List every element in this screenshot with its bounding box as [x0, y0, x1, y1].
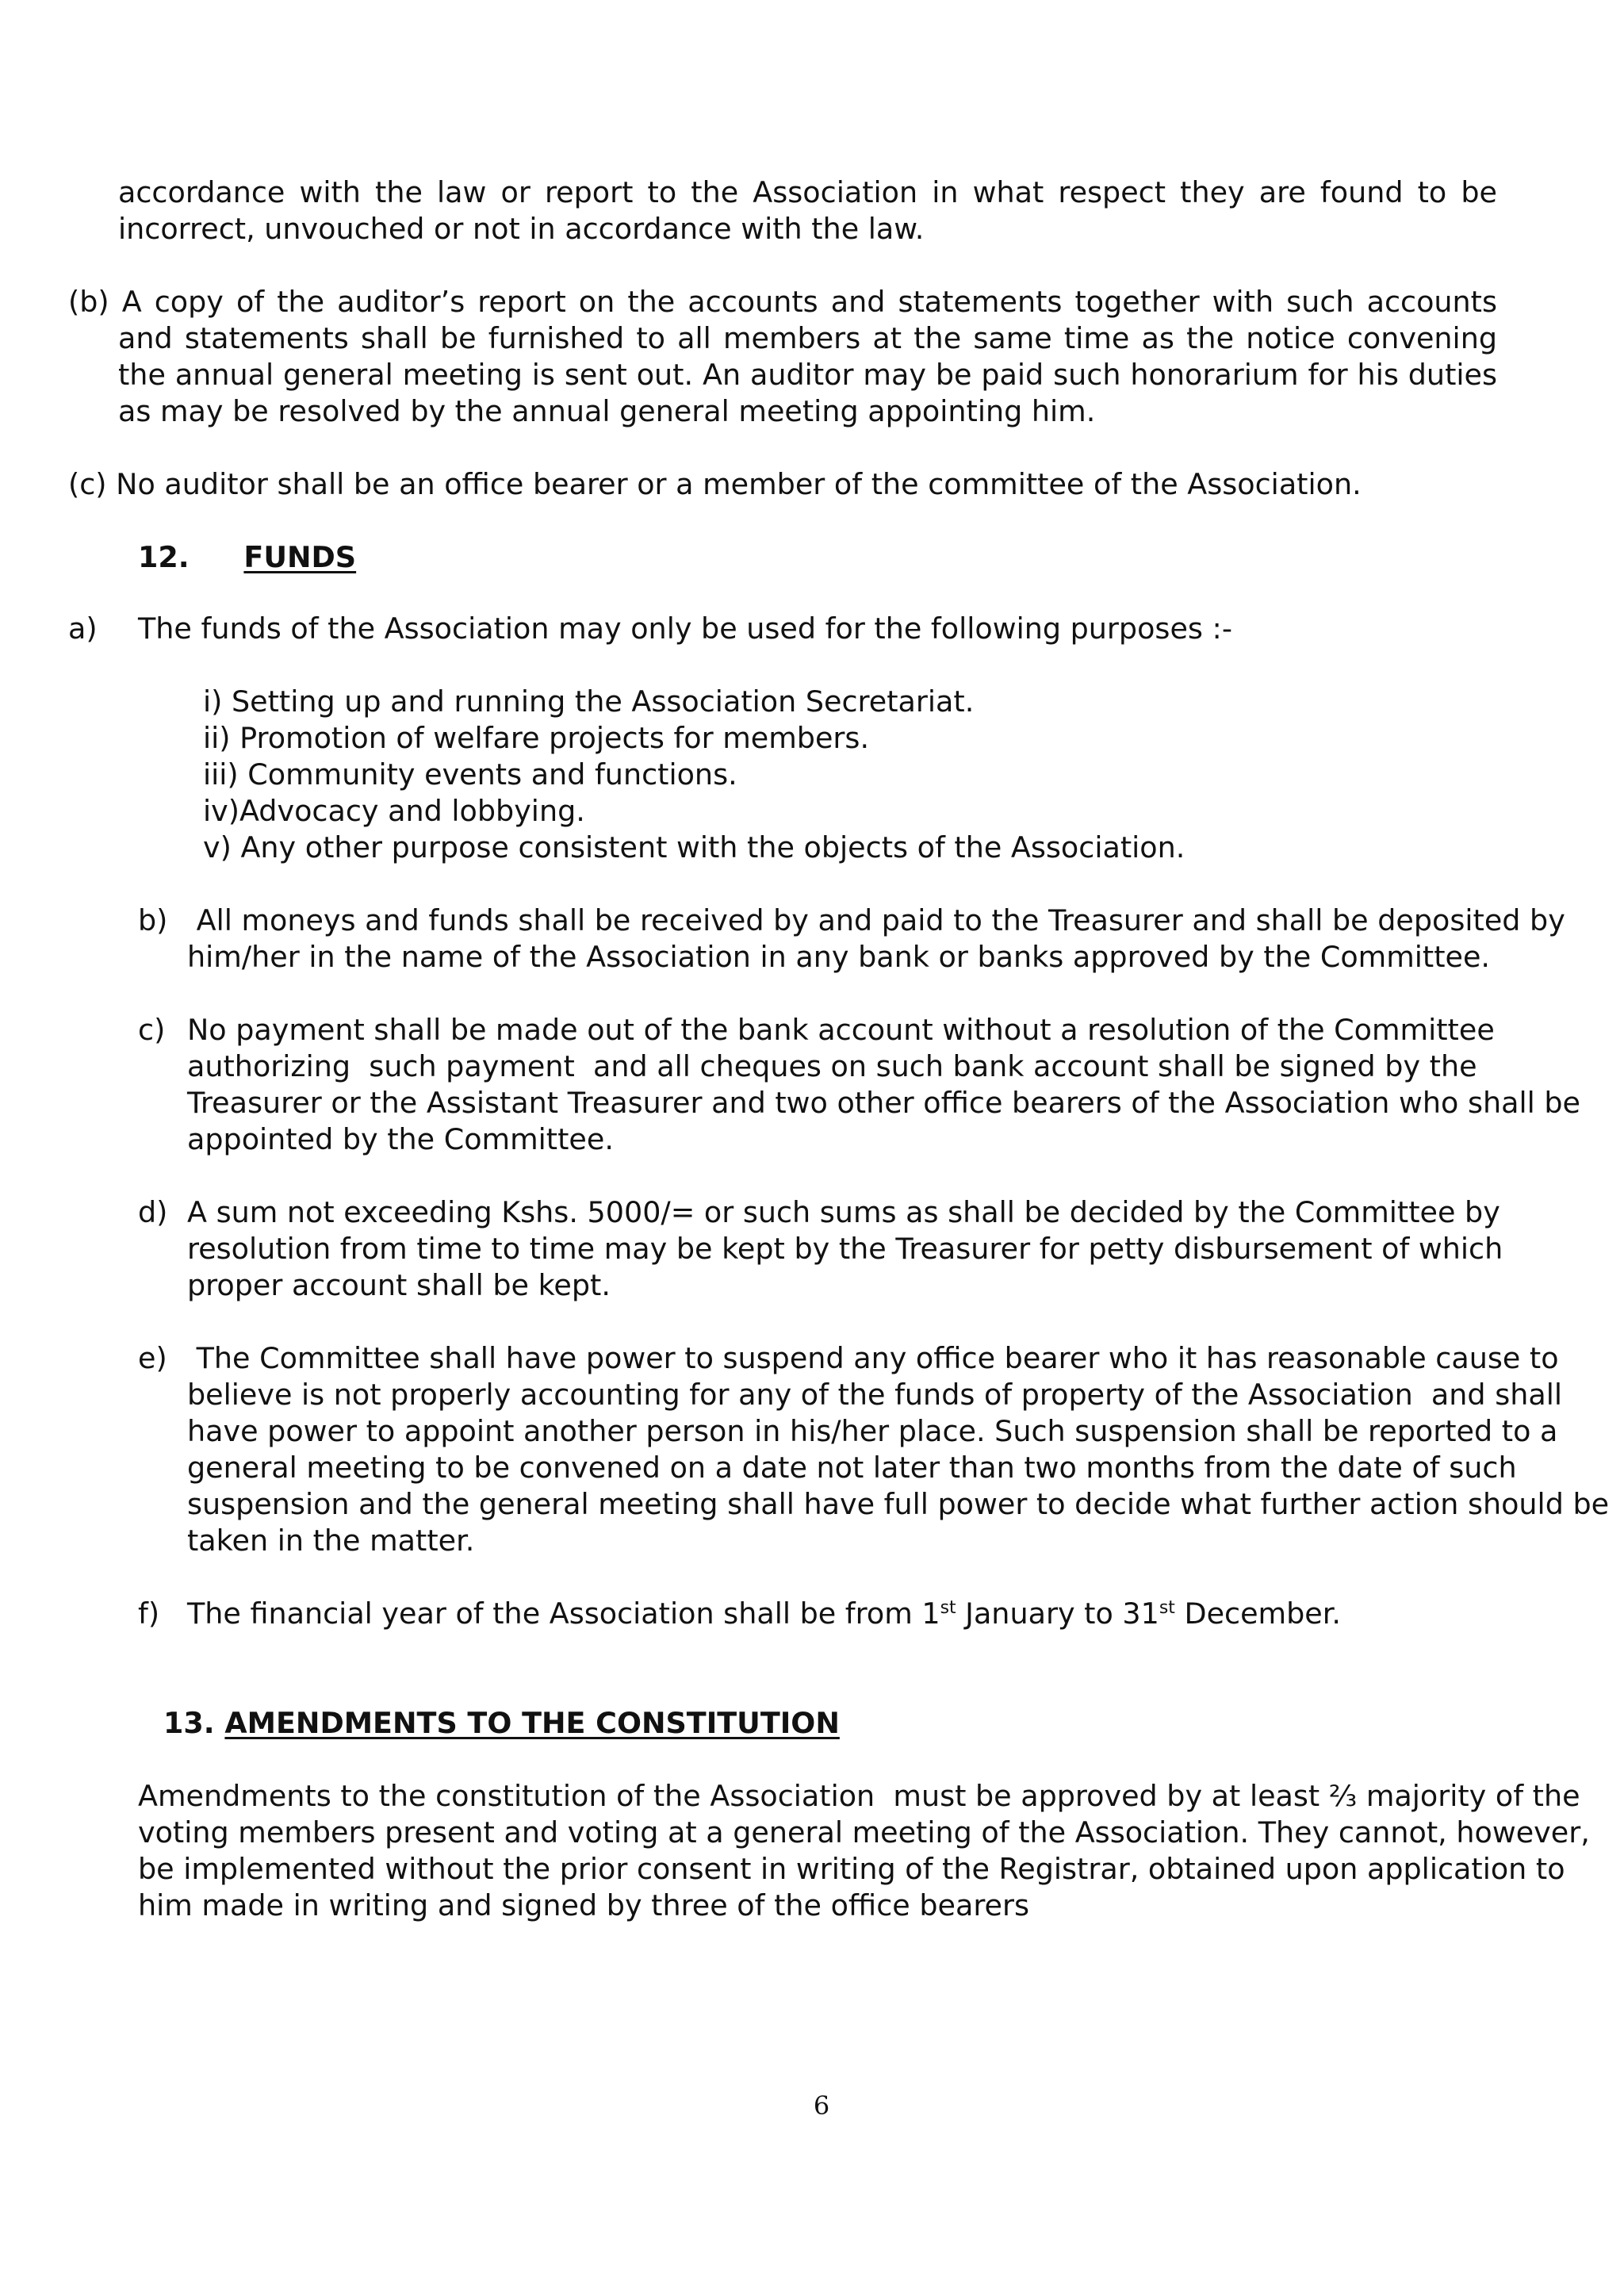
list-item: iii) Community events and functions.: [203, 757, 737, 792]
funds-clause-b-label: [138, 903, 167, 939]
clause-label: a): [68, 611, 98, 646]
funds-clause-a-text: [138, 611, 1232, 647]
text-line: taken in the matter.: [187, 1524, 475, 1558]
list-item: ii) Promotion of welfare projects for members.: [203, 721, 870, 755]
funds-clause-e-text: [187, 1340, 1609, 1559]
ordinal-suffix: st: [940, 1597, 956, 1618]
clause-label: c): [138, 1013, 166, 1047]
text-line: Treasurer or the Assistant Treasurer and two other office bearers of the Association who shall be: [187, 1086, 1580, 1120]
page-number: 6: [813, 2091, 830, 2121]
clause-label: f): [138, 1596, 160, 1631]
text-line: The Committee shall have power to suspend any office bearer who it has reasonable cause to: [187, 1341, 1559, 1375]
text-part: December.: [1174, 1596, 1341, 1631]
ordinal-suffix: st: [1159, 1597, 1175, 1618]
funds-clause-c-text: [187, 1012, 1580, 1158]
text-line: be implemented without the prior consent in writing of the Registrar, obtained upon application to: [138, 1852, 1565, 1886]
text-line: Amendments to the constitution of the Association must be approved by at least ⅔ majority of the: [138, 1779, 1580, 1813]
funds-clause-f-label: [138, 1596, 159, 1632]
text-line: general meeting to be convened on a date not later than two months from the date of such: [187, 1451, 1517, 1485]
text-line: him made in writing and signed by three of the office bearers: [138, 1888, 1030, 1922]
text-line: voting members present and voting at a general meeting of the Association. They cannot, however,: [138, 1815, 1590, 1849]
audit-continuation-text: accordance with the law or report to the Association in what respect they are found to be incorrect, unvouched or not in accordance with the law.: [118, 175, 1497, 246]
clause-label: (b): [68, 285, 109, 319]
list-item: i) Setting up and running the Association Secretariat.: [203, 684, 975, 719]
text-line: appointed by the Committee.: [187, 1122, 614, 1156]
funds-clause-c-label: [138, 1012, 165, 1048]
clause-label: b): [138, 903, 168, 937]
clause-text: The funds of the Association may only be used for the following purposes :-: [138, 611, 1232, 646]
clause-label: d): [138, 1195, 168, 1229]
audit-continuation: [118, 174, 1497, 247]
amendments-paragraph: [138, 1778, 1590, 1924]
list-item: iv)Advocacy and lobbying.: [203, 794, 585, 828]
text-line: No payment shall be made out of the bank account without a resolution of the Committee: [187, 1013, 1495, 1047]
funds-clause-f-text: [187, 1596, 1341, 1632]
text-line: resolution from time to time may be kept by the Treasurer for petty disbursement of which: [187, 1232, 1503, 1266]
section-title: FUNDS: [243, 540, 357, 574]
audit-clause-b: [68, 284, 1497, 430]
text-line: believe is not properly accounting for any of the funds of property of the Association and shall: [187, 1378, 1562, 1412]
text-line: have power to appoint another person in his/her place. Such suspension shall be reported to a: [187, 1414, 1558, 1448]
list-item: v) Any other purpose consistent with the objects of the Association.: [203, 830, 1185, 864]
funds-clause-d-text: [187, 1194, 1503, 1304]
text-line: All moneys and funds shall be received by and paid to the Treasurer and shall be deposited by: [187, 903, 1565, 937]
text-part: January to 31: [956, 1596, 1159, 1631]
funds-clause-a-label: [68, 611, 98, 647]
funds-clause-d-label: [138, 1194, 167, 1231]
text-line: suspension and the general meeting shall have full power to decide what further action should be: [187, 1487, 1610, 1521]
clause-text: No auditor shall be an office bearer or a member of the committee of the Association.: [116, 467, 1362, 501]
section-number: 12.: [138, 540, 190, 574]
purposes-list: [203, 684, 1185, 866]
text-line: him/her in the name of the Association in any bank or banks approved by the Committee.: [187, 940, 1491, 974]
section-heading-funds: [138, 539, 356, 576]
audit-clause-c: [68, 466, 1362, 503]
section-title: AMENDMENTS TO THE CONSTITUTION: [224, 1706, 840, 1740]
funds-clause-e-label: [138, 1340, 167, 1377]
clause-text: A copy of the auditor’s report on the accounts and statements together with such accounts and statements shall be furnished to all members at the same time as the notice convening the annual general meeting is sent out. An auditor may be paid such honorarium for his duties as may be resolved by the annual general meeting appointing him.: [118, 285, 1497, 428]
text-part: The financial year of the Association shall be from 1: [187, 1596, 940, 1631]
funds-clause-b-text: [187, 903, 1565, 976]
text-line: A sum not exceeding Kshs. 5000/= or such sums as shall be decided by the Committee by: [187, 1195, 1500, 1229]
section-number: 13.: [163, 1706, 215, 1740]
clause-label: (c): [68, 467, 107, 501]
clause-label: e): [138, 1341, 167, 1375]
section-heading-amendments: [163, 1705, 840, 1742]
text-line: proper account shall be kept.: [187, 1268, 611, 1302]
text-line: authorizing such payment and all cheques on such bank account shall be signed by the: [187, 1049, 1477, 1083]
